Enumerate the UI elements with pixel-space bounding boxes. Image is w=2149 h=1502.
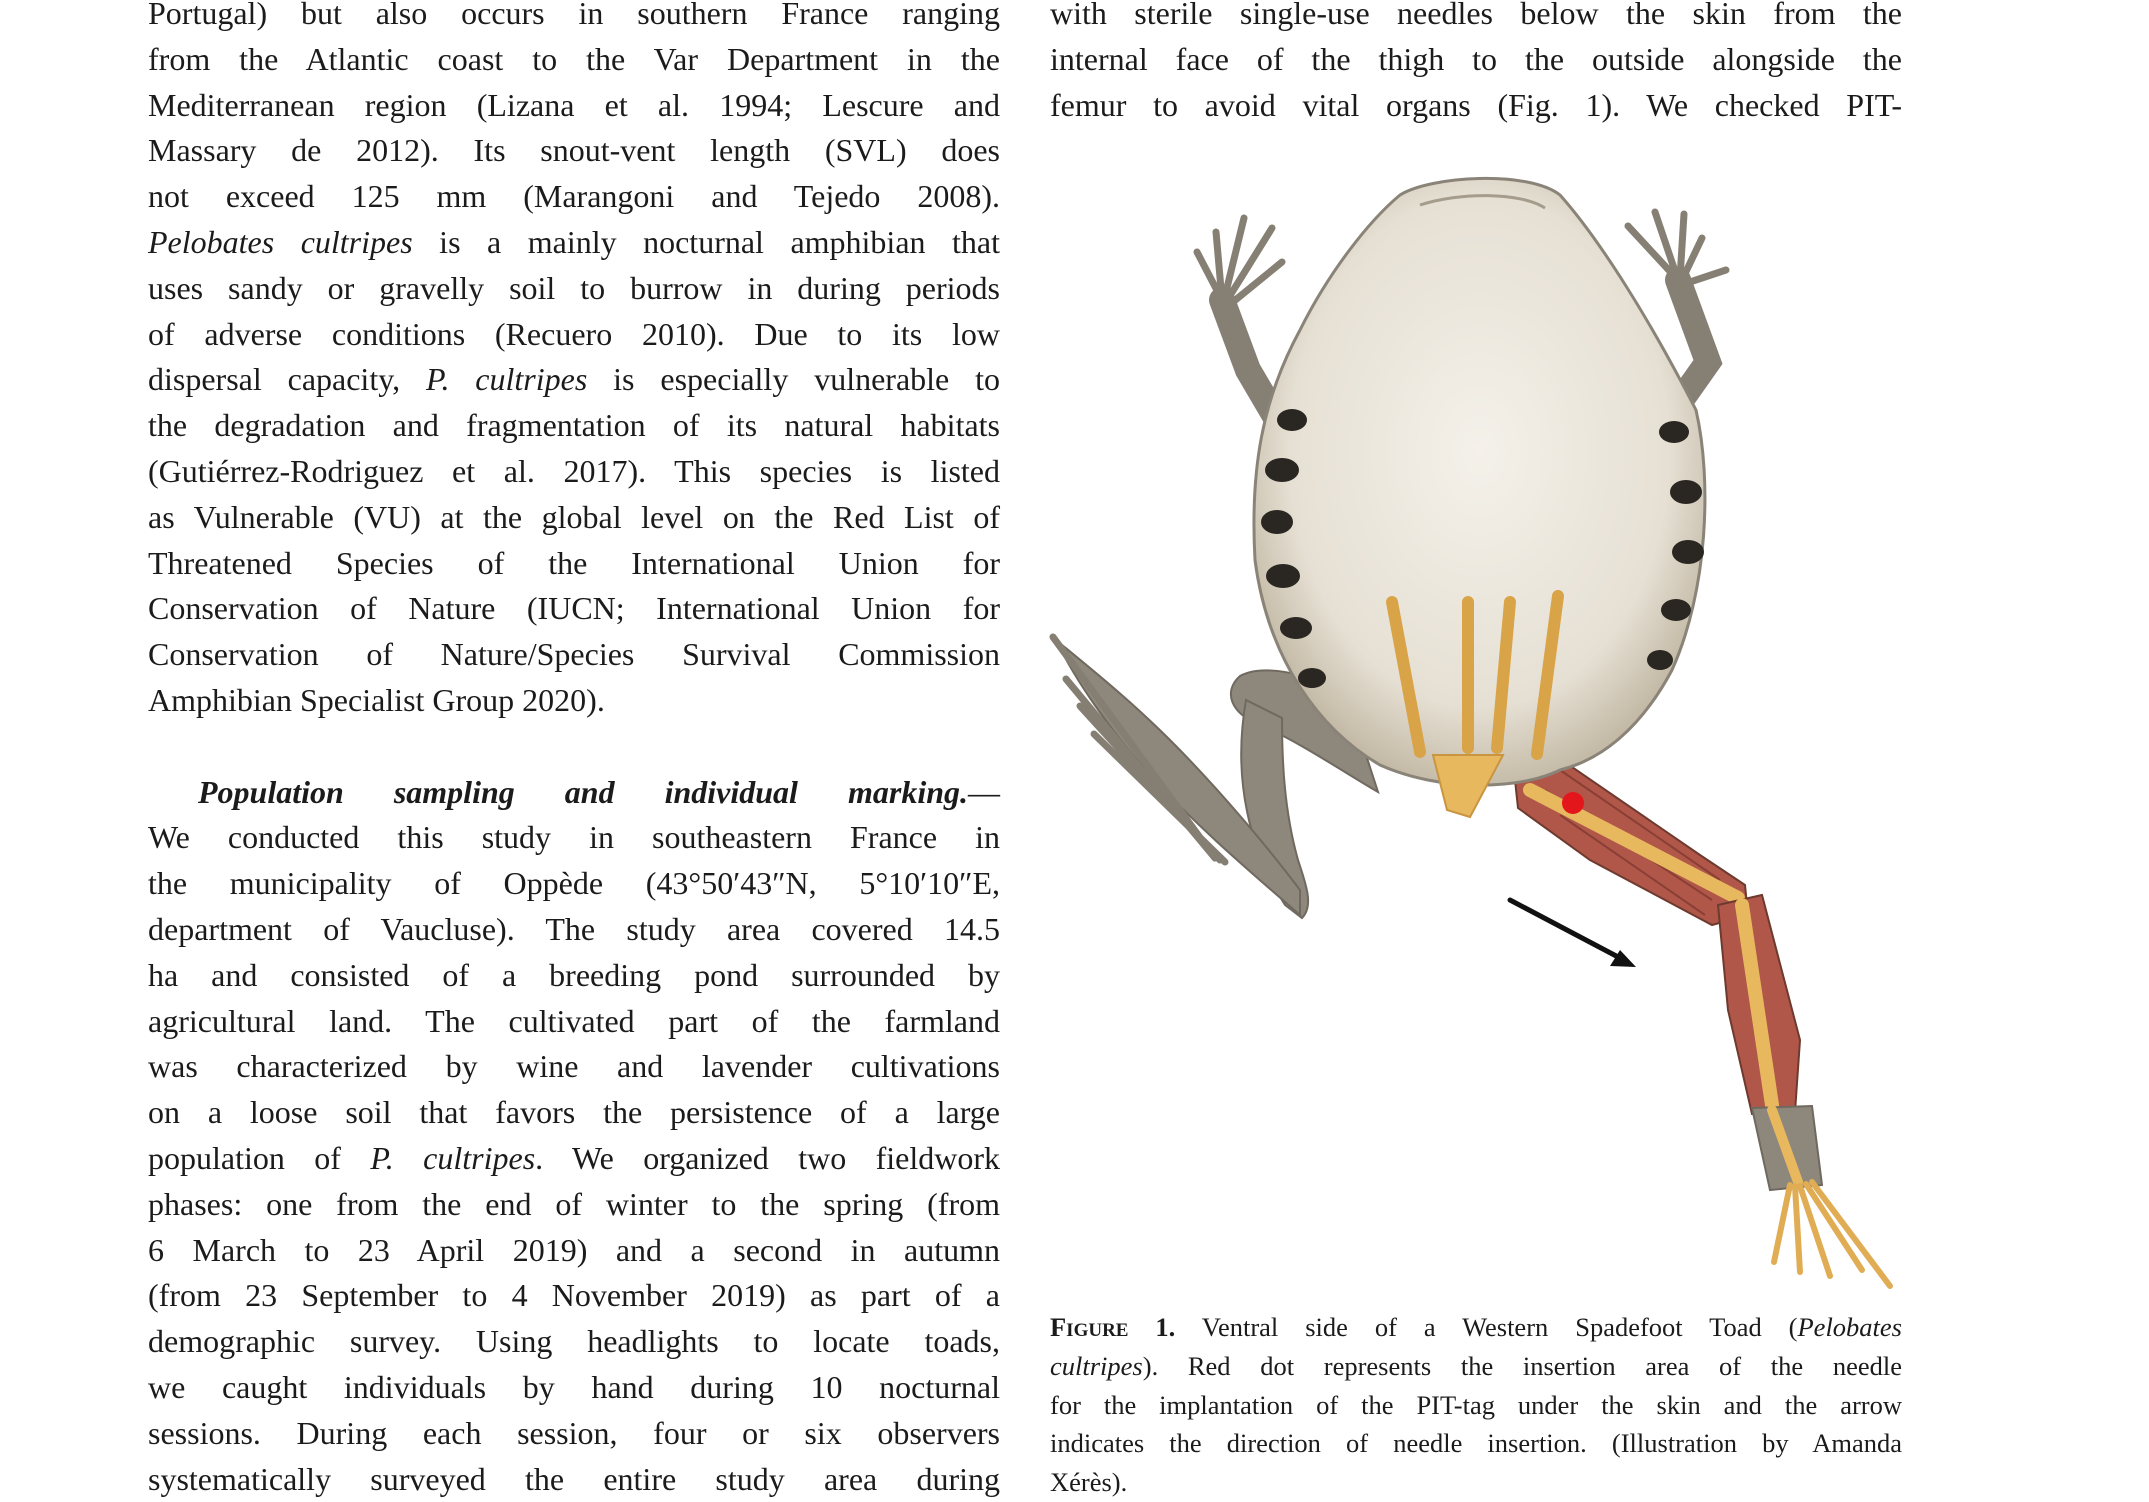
right-hind-leg bbox=[1512, 745, 1822, 1190]
text-run: dispersal capacity, bbox=[148, 361, 426, 397]
text-run: Xérès). bbox=[1050, 1467, 1127, 1497]
italic-text: Pelobates cultripes bbox=[148, 224, 413, 260]
insertion-arrow bbox=[1510, 900, 1636, 967]
text-run: Portugal) but also occurs in southern France ranging bbox=[148, 0, 1000, 31]
frog-body bbox=[1254, 178, 1705, 785]
text-run: internal face of the thigh to the outside alongside the bbox=[1050, 41, 1902, 77]
text-run: ). Red dot represents the insertion area of the needle bbox=[1143, 1351, 1902, 1381]
text-run: as Vulnerable (VU) at the global level on the Red List of bbox=[148, 499, 1000, 535]
text-run: Conservation of Nature/Species Survival Commission bbox=[148, 636, 1000, 672]
text-run: 6 March to 23 April 2019) and a second in autumn bbox=[148, 1232, 1000, 1268]
caption-line bbox=[1050, 1463, 1902, 1502]
text-run: Ventral side of a Western Spadefoot Toad ( bbox=[1175, 1312, 1797, 1342]
italic-text: cultripes bbox=[1050, 1351, 1143, 1381]
text-run: We conducted this study in southeastern France in bbox=[148, 819, 1000, 855]
text-run: indicates the direction of needle insertion. (Illustration by Amanda bbox=[1050, 1428, 1902, 1458]
text-run: Mediterranean region (Lizana et al. 1994; Lescure and bbox=[148, 87, 1000, 123]
text-run: (Gutiérrez-Rodriguez et al. 2017). This species is listed bbox=[148, 453, 1000, 489]
text-run: for the implantation of the PIT-tag under the skin and the arrow bbox=[1050, 1390, 1902, 1420]
text-run: ha and consisted of a breeding pond surrounded by bbox=[148, 957, 1000, 993]
text-run: . We organized two fieldwork bbox=[535, 1140, 1000, 1176]
italic-text: P. cultripes bbox=[370, 1140, 535, 1176]
text-run: — bbox=[968, 774, 1000, 810]
text-run: (from 23 September to 4 November 2019) as part of a bbox=[148, 1277, 1000, 1313]
text-run: not exceed 125 mm (Marangoni and Tejedo 2008). bbox=[148, 178, 1000, 214]
figure-caption bbox=[1050, 1308, 1902, 1502]
text-run: femur to avoid vital organs (Fig. 1). We checked PIT- bbox=[1050, 87, 1902, 123]
text-run: we caught individuals by hand during 10 nocturnal bbox=[148, 1369, 1000, 1405]
text-run: Threatened Species of the International Union for bbox=[148, 545, 1000, 581]
text-run: population of bbox=[148, 1140, 370, 1176]
text-run: was characterized by wine and lavender cultivations bbox=[148, 1048, 1000, 1084]
left-hind-toes bbox=[1053, 637, 1225, 862]
right-hind-toes bbox=[1774, 1182, 1890, 1286]
text-run: the degradation and fragmentation of its natural habitats bbox=[148, 407, 1000, 443]
text-run: agricultural land. The cultivated part of the farmland bbox=[148, 1003, 1000, 1039]
text-run: phases: one from the end of winter to the spring (from bbox=[148, 1186, 1000, 1222]
caption-line bbox=[1050, 1424, 1902, 1463]
caption-line bbox=[1050, 1347, 1902, 1386]
caption-line bbox=[1050, 1386, 1902, 1425]
text-run: with sterile single-use needles below the skin from the bbox=[1050, 0, 1902, 31]
text-run: systematically surveyed the entire study area during bbox=[148, 1461, 1000, 1497]
figure-label: Figure 1. bbox=[1050, 1312, 1175, 1342]
text-run: department of Vaucluse). The study area covered 14.5 bbox=[148, 911, 1000, 947]
section-heading: Population sampling and individual marking. bbox=[198, 774, 968, 810]
text-run: of adverse conditions (Recuero 2010). Due to its low bbox=[148, 316, 1000, 352]
italic-text: Pelobates bbox=[1798, 1312, 1903, 1342]
caption-line bbox=[1050, 1308, 1902, 1347]
text-run: uses sandy or gravelly soil to burrow in during periods bbox=[148, 270, 1000, 306]
text-run: is especially vulnerable to bbox=[587, 361, 1000, 397]
text-run: from the Atlantic coast to the Var Department in the bbox=[148, 41, 1000, 77]
text-run: on a loose soil that favors the persistence of a large bbox=[148, 1094, 1000, 1130]
text-run: sessions. During each session, four or six observers bbox=[148, 1415, 1000, 1451]
text-run: Massary de 2012). Its snout-vent length (SVL) does bbox=[148, 132, 1000, 168]
text-run: Conservation of Nature (IUCN; International Union for bbox=[148, 590, 1000, 626]
italic-text: P. cultripes bbox=[426, 361, 587, 397]
text-run: Amphibian Specialist Group 2020). bbox=[148, 682, 605, 718]
text-run: is a mainly nocturnal amphibian that bbox=[413, 224, 1000, 260]
insertion-dot bbox=[1562, 792, 1584, 814]
text-run: demographic survey. Using headlights to locate toads, bbox=[148, 1323, 1000, 1359]
text-run: the municipality of Oppède (43°50′43″N, 5°10′10″E, bbox=[148, 865, 1000, 901]
